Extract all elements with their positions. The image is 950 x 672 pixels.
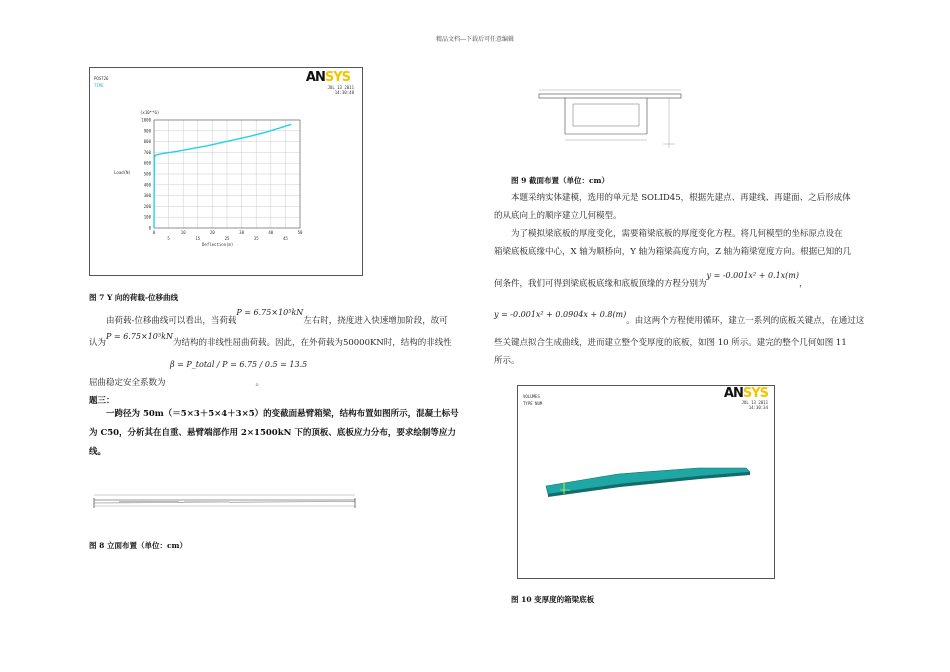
y-tick-label: 400 bbox=[143, 182, 151, 188]
y-tick-label: 600 bbox=[143, 160, 151, 166]
y-tick-label: 300 bbox=[143, 193, 151, 199]
y-axis-multiplier: (x10**6) bbox=[140, 110, 160, 115]
right-line-5 bbox=[494, 271, 904, 293]
paragraph-2 bbox=[89, 334, 479, 352]
x-tick-label: 40 bbox=[268, 230, 274, 235]
y-tick-label: 200 bbox=[143, 203, 151, 209]
fig7-panel-sub: TIME bbox=[94, 83, 104, 88]
x-tick-label: 20 bbox=[209, 230, 215, 235]
p2-text-b: 为结构的非线性屈曲荷载。因此，在外荷载为50000KN时，结构的非线性 bbox=[172, 338, 452, 348]
right-paragraphs bbox=[494, 189, 904, 261]
page-header: 精品文档---下载后可任意编辑 bbox=[435, 36, 515, 43]
bottom-edge-equation: y = -0.001x² + 0.1x(m) bbox=[706, 271, 799, 280]
fig10-caption: 图 10 变厚度的箱梁底板 bbox=[511, 595, 595, 604]
p1-text-b: 左右时，挠度进入快速增加阶段，故可 bbox=[303, 316, 448, 326]
x-tick-label: 10 bbox=[180, 230, 186, 235]
fig7-date: JUL 13 2011 bbox=[327, 85, 354, 90]
y-axis-label: Load(N) bbox=[114, 170, 131, 175]
p2-text-a: 认为 bbox=[89, 338, 107, 348]
fig10-date: JUL 13 2011 bbox=[741, 400, 768, 405]
y-tick-label: 500 bbox=[143, 171, 151, 177]
r6-text-b: 。由这两个方程使用循环，建立一系列的底板关键点，在通过这 bbox=[626, 316, 865, 326]
x-tick-label: 15 bbox=[195, 236, 201, 241]
r5-text-b: ， bbox=[799, 279, 808, 289]
bottom-slab-model bbox=[518, 386, 774, 578]
y-tick-label: 0 bbox=[148, 225, 151, 231]
fig10-panel-title: VOLUMES bbox=[523, 394, 540, 399]
y-tick-label: 700 bbox=[143, 149, 151, 155]
x-tick-label: 30 bbox=[239, 230, 245, 235]
x-tick-label: 0 bbox=[152, 230, 156, 235]
y-tick-label: 1000 bbox=[141, 117, 151, 123]
right-line-6 bbox=[494, 312, 906, 330]
right-line-4: 箱梁底板底缘中心，X 轴为顺桥向，Y 轴为箱梁高度方向，Z 轴为箱梁宽度方向。根据已知的几 bbox=[494, 247, 852, 257]
top-edge-equation: y = -0.001x² + 0.0904x + 0.8(m) bbox=[494, 310, 627, 319]
section-title: 题三： bbox=[89, 396, 115, 406]
fig8-caption: 图 8 立面布置（单位：cm） bbox=[89, 541, 187, 550]
fig7-panel-title: POST26 bbox=[94, 76, 109, 81]
y-tick-label: 900 bbox=[143, 128, 151, 134]
p2-formula: P = 6.75×10⁵kN bbox=[106, 332, 173, 341]
load-deflection-chart bbox=[90, 68, 362, 275]
right-line-3: 为了模拟梁底板的厚度变化，需要箱梁底板的厚度变化方程。将几何模型的坐标原点设在 bbox=[511, 229, 843, 239]
fig10-panel-sub: TYPE NUM bbox=[523, 401, 543, 406]
right-line-7-8 bbox=[494, 334, 904, 370]
ansys-logo-2: ANSYS bbox=[723, 386, 768, 401]
fig10-time: 14:30:34 bbox=[748, 405, 768, 410]
elevation-drawing bbox=[89, 490, 361, 510]
paragraph-4 bbox=[89, 374, 264, 392]
x-axis-label: Deflection(m) bbox=[202, 242, 234, 247]
task-description bbox=[89, 405, 489, 462]
task-line-1: 一跨径为 50m（＝5×3＋5×4＋3×5）的变截面悬臂箱梁，结构布置如图所示，混凝土标号 bbox=[106, 409, 459, 419]
y-tick-label: 800 bbox=[143, 139, 151, 145]
right-line-7: 些关键点拟合生成曲线，进而建立整个变厚度的底板，如图 10 所示。建完的整个几何如图 11 bbox=[494, 338, 847, 348]
ansys-logo: ANSYS bbox=[305, 70, 350, 85]
task-line-3: 线。 bbox=[89, 447, 107, 457]
p1-formula: P = 6.75×10⁵kN bbox=[236, 308, 304, 317]
fig7-panel bbox=[89, 67, 363, 276]
y-tick-label: 100 bbox=[143, 214, 151, 220]
x-tick-label: 45 bbox=[282, 236, 288, 241]
cross-section-drawing bbox=[535, 88, 685, 158]
x-tick-label: 50 bbox=[297, 230, 303, 235]
task-line-2: 为 C50，分析其在自重、悬臂端部作用 2×1500kN 下的顶板、底板应力分布，要求绘制等应力 bbox=[89, 428, 456, 438]
right-line-8: 所示。 bbox=[494, 356, 520, 366]
safety-factor-formula: β = P_total / P = 6.75 / 0.5 = 13.5 bbox=[170, 360, 308, 369]
fig10-panel bbox=[517, 385, 775, 579]
x-tick-label: 5 bbox=[167, 236, 170, 241]
right-line-2: 的从底向上的顺序建立几何模型。 bbox=[494, 211, 622, 221]
x-tick-label: 35 bbox=[253, 236, 259, 241]
p1-text-a: 由荷载-位移曲线可以看出，当荷载 bbox=[106, 316, 237, 326]
fig9-caption: 图 9 截面布置（单位：cm） bbox=[511, 176, 609, 185]
p4-text-a: 屈曲稳定安全系数为 bbox=[89, 378, 166, 388]
r5-text-a: 何条件，我们可得到梁底板底缘和底板顶缘的方程分别为 bbox=[494, 279, 707, 289]
right-line-1: 本题采纳实体建模，选用的单元是 SOLID45，根据先建点、再建线、再建面、之后形成体 bbox=[511, 193, 851, 203]
x-tick-label: 25 bbox=[224, 236, 230, 241]
paragraph-1 bbox=[89, 308, 479, 330]
fig7-time: 14:30:48 bbox=[334, 90, 354, 95]
fig7-caption: 图 7 Y 向的荷载-位移曲线 bbox=[89, 293, 179, 302]
p4-text-b: 。 bbox=[255, 378, 265, 388]
